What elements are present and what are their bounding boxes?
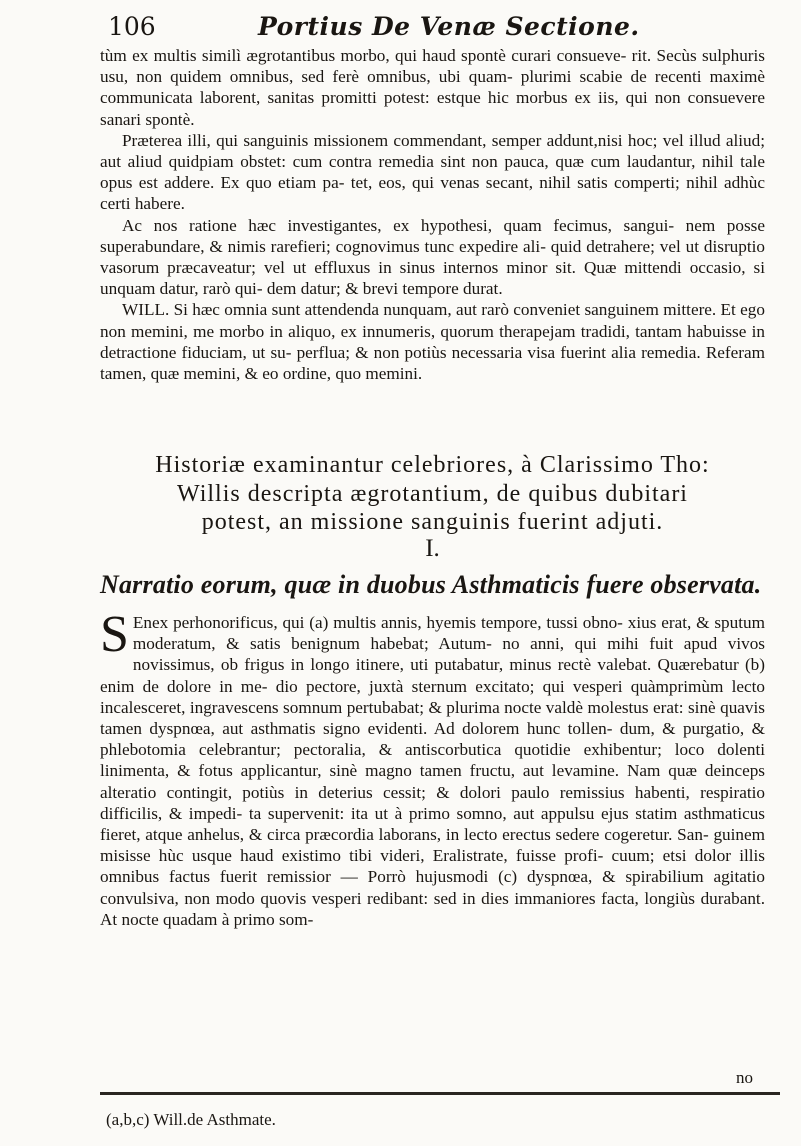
catchword: no bbox=[736, 1068, 753, 1087]
paragraph-3: Ac nos ratione hæc investigantes, ex hypothesi, quam fecimus, sangui- nem posse superabundare, & nimis rarefieri; cognovimus tunc expedire ali- quid detrahere; vel ut disruptio vasorum præcaveatur; vel ut effluxus in sinus internos minor sit. Quæ mittendi occasio, si unquam datur, rarò qui- dem datur; & brevi tempore durat. bbox=[100, 215, 765, 299]
heading-line-1: Historiæ examinantur celebriores, à Clarissimo Tho: bbox=[155, 452, 710, 478]
footnote-marks: (a,b,c) bbox=[106, 1110, 150, 1129]
running-title: Portius De Venæ Sectione. bbox=[258, 12, 640, 41]
drop-cap: S bbox=[100, 606, 129, 663]
section-number: I. bbox=[425, 535, 440, 562]
heading-line-3: potest, an missione sanguinis fuerint adjuti. bbox=[201, 509, 664, 535]
narrative-text-block bbox=[100, 606, 765, 930]
footnote-text: Will.de Asthmate. bbox=[153, 1110, 276, 1129]
page-number: 106 bbox=[108, 12, 156, 41]
footnote bbox=[106, 1110, 276, 1130]
paragraph-4: WILL. Si hæc omnia sunt attendenda nunquam, aut rarò conveniet sanguinem mittere. Et ego non memini, me morbo in aliquo, ex innumeris, quorum therapejam tradidi, tantam habuisse in detractione fiduciam, ut su- perflua; & non potiùs necessaria visa fuerint alia remedia. Referam tamen, quæ memini, & eo ordine, quo memini. bbox=[100, 300, 765, 384]
paragraph-1: tùm ex multis similì ægrotantibus morbo, qui haud spontè curari consueve- rit. Secùs sulphuris usu, non quidem omnibus, sed ferè omnibus, ubi quam- plurimi scabie de recenti maximè communicata laborent, sanitas promitti potest: estque hic morbus ex iis, qui non consuevere sanari spontè. bbox=[100, 46, 765, 129]
opening-text-block bbox=[100, 45, 765, 384]
running-head bbox=[108, 12, 708, 46]
footnote-rule bbox=[100, 1092, 780, 1095]
section-title: Narratio eorum, quæ in duobus Asthmaticis fuere observata. bbox=[100, 570, 762, 599]
section-heading bbox=[100, 451, 765, 537]
narrative-text: Enex perhonorificus, qui (a) multis annis, hyemis tempore, tussi obno- xius erat, & sputum moderatum, & satis benignum habebat; Autum- no anni, qui mihi fuit apud vivos novissimus, ob frigus in longo itinere, uti putabatur, minus rectè valebat. Quærebatur (b) enim de dolore in me- dio pectore, juxtà sternum excitato; qui vesperi quàmprimùm lecto incalesceret, ingravescens somnum pertubabat; & plurima nocte valdè molestus erat: sinè quavis tamen dyspnœa, aut asthmatis signo evidenti. Ad dolorem hunc tollen- dum, & purgatio, & phlebotomia celebrantur; pectoralia, & antiscorbutica quotidie exhibentur; loco dolenti linimenta, & fotus applicantur, sinè magno tamen fructu, aut levamine. Nam quæ deinceps alteratio contingit, potiùs in deterius cessit; & dolori paulo remissius habenti, respiratio difficilis, & impedi- ta supervenit: ita ut à primo somno, aut appulsu ejus statim asthmaticus fieret, atque anhelus, & circa præcordia laborans, in lecto erectus sedere cogeretur. San- guinem misisse hùc usque haud existimo tibi videri, Eralistrate, fuisse profi- cuum; etsi dolor illis omnibus factus fuerit remissior — Porrò hujusmodi (c) dyspnœa, & spirabilium agitatio convulsiva, non modo quovis vesperi redibant: sed in dies immaniores facta, longiùs durabant. At nocte quadam à primo som- bbox=[100, 613, 765, 929]
heading-line-2: Willis descripta ægrotantium, de quibus dubitari bbox=[177, 480, 688, 507]
paragraph-2: Præterea illi, qui sanguinis missionem commendant, semper addunt,nisi hoc; vel illud aliud; aut aliud quidpiam obstet: cum contra remedia sint non pauca, quæ cum laudantur, nihil tale opus est addere. Ex quo etiam pa- tet, eos, qui venas secant, nihil satis comperti; nihil adhùc certi habere. bbox=[100, 130, 765, 214]
narrative-paragraph bbox=[100, 606, 765, 930]
